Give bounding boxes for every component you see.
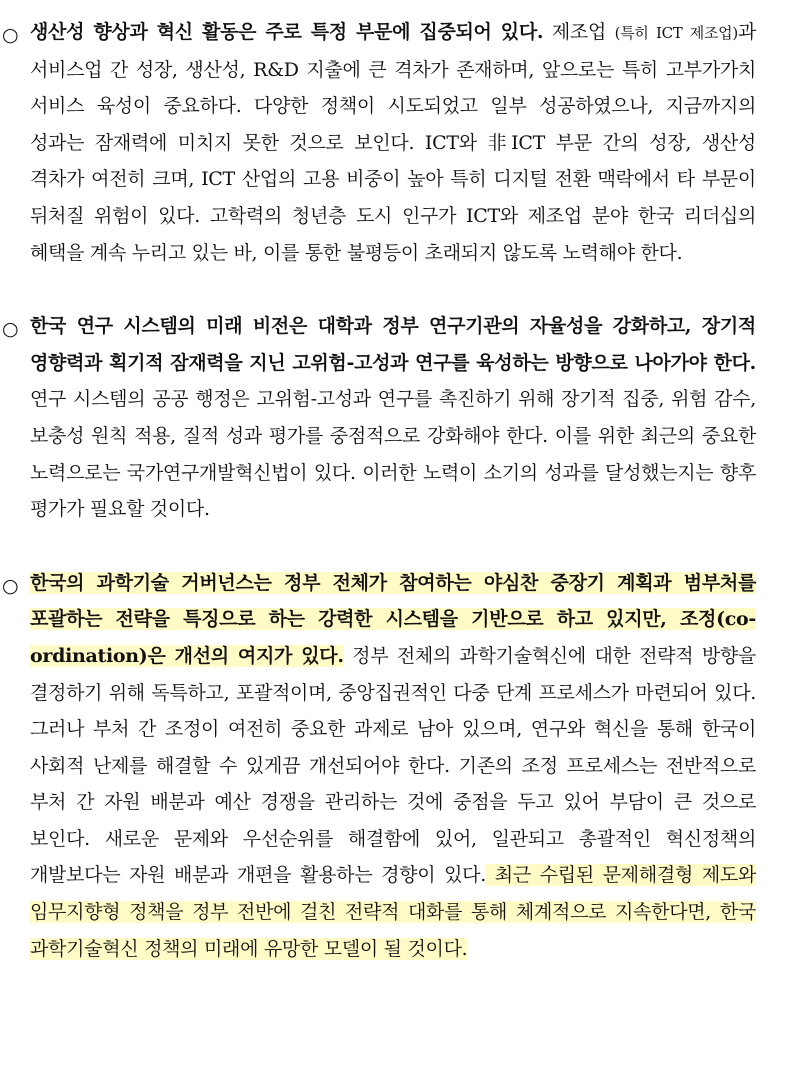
bullet-circle-icon: ○ [2,24,19,46]
highlighted-conclusion: 최근 수립된 문제해결형 제도와 임무지향형 정책을 정부 전반에 걸친 전략적 대화를 통해 체계적으로 지속한다면, 한국 과학기술혁신 정책의 미래에 유망한 모델이 될 것이다. [30,864,756,960]
paragraph-productivity [30,14,756,271]
small-note: (특히 ICT 제조업) [614,24,738,42]
lead-sentence-highlighted: 한국의 과학기술 거버넌스는 정부 전체가 참여하는 야심찬 중장기 계획과 범부처를 포괄하는 전략을 특징으로 하는 강력한 시스템을 기반으로 하고 있지만, 조정(co-ordination)은 개선의 여지가 있다. [30,571,756,667]
body-text: 정부 전체의 과학기술혁신에 대한 전략적 방향을 결정하기 위해 독특하고, 포괄적이며, 중앙집권적인 다중 단계 프로세스가 마련되어 있다. 그러나 부처 간 조정이 여전히 중요한 과제로 남아 있으며, 연구와 혁신을 통해 한국이 사회적 난제를 해결할 수 있게끔 개선되어야 한다. 기존의 조정 프로세스는 전반적으로 부처 간 자원 배분과 예산 경쟁을 관리하는 것에 중점을 두고 있어 부담이 큰 것으로 보인다. 새로운 문제와 우선순위를 해결함에 있어, 일관되고 총괄적인 혁신정책의 개발보다는 자원 배분과 개편을 활용하는 경향이 있다. [30,644,756,887]
bullet-item-governance [0,565,756,968]
bullet-item-productivity [0,14,756,271]
bullet-item-research-system [0,308,756,528]
body-text-pre: 제조업 [543,21,615,43]
paragraph-research-system [30,308,756,528]
lead-sentence: 생산성 향상과 혁신 활동은 주로 특정 부문에 집중되어 있다. [30,21,544,43]
lead-sentence: 한국 연구 시스템의 미래 비전은 대학과 정부 연구기관의 자율성을 강화하고, 장기적 영향력과 획기적 잠재력을 지닌 고위험-고성과 연구를 육성하는 방향으로 나아가야 한다. [30,315,756,374]
bullet-circle-icon: ○ [2,574,19,597]
bullet-circle-icon: ○ [2,318,19,341]
body-text: 연구 시스템의 공공 행정은 고위험-고성과 연구를 촉진하기 위해 장기적 집중, 위험 감수, 보충성 원칙 적용, 질적 성과 평가를 중점적으로 강화해야 한다. 이를 위한 최근의 중요한 노력으로는 국가연구개발혁신법이 있다. 이러한 노력이 소기의 성과를 달성했는지는 향후 평가가 필요할 것이다. [30,388,756,521]
body-text: 과 서비스업 간 성장, 생산성, R&D 지출에 큰 격차가 존재하며, 앞으로는 특히 고부가가치 서비스 육성이 중요하다. 다양한 정책이 시도되었고 일부 성공하였으나, 지금까지의 성과는 잠재력에 미치지 못한 것으로 보인다. ICT와 非ICT 부문 간의 성장, 생산성 격차가 여전히 크며, ICT 산업의 고용 비중이 높아 특히 디지털 전환 맥락에서 타 부문이 뒤처질 위험이 있다. 고학력의 청년층 도시 인구가 ICT와 제조업 분야 한국 리더십의 혜택을 계속 누리고 있는 바, 이를 통한 불평등이 초래되지 않도록 노력해야 한다. [30,21,756,264]
paragraph-governance [30,565,756,968]
